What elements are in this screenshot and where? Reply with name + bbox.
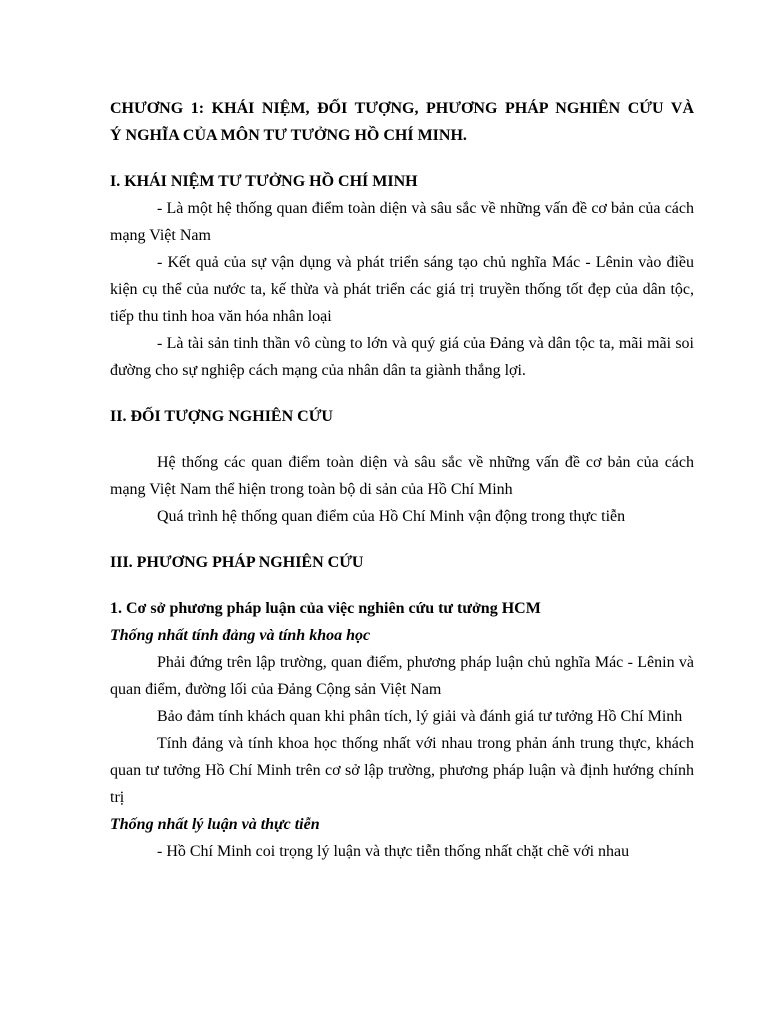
chapter-title [110,95,694,149]
section-1-paragraph: - Là một hệ thống quan điểm toàn diện và sâu sắc về những vấn đề cơ bản của cách mạng Việt Nam [110,200,694,244]
section-2-paragraph: Quá trình hệ thống quan điểm của Hồ Chí Minh vận động trong thực tiễn [157,508,626,525]
document-page [110,95,694,865]
subsection-1-heading: 1. Cơ sở phương pháp luận của việc nghiên cứu tư tưởng HCM [110,600,541,617]
chapter-title-line-2: Ý NGHĨA CỦA MÔN TƯ TƯỞNG HỒ CHÍ MINH. [110,127,467,144]
section-2-paragraph: Hệ thống các quan điểm toàn diện và sâu sắc về những vấn đề cơ bản của cách mạng Việt Nam thể hiện trong toàn bộ di sản của Hồ Chí Minh [110,454,694,498]
topic-2-paragraph: - Hồ Chí Minh coi trọng lý luận và thực tiễn thống nhất chặt chẽ với nhau [157,843,630,860]
section-1-heading: I. KHÁI NIỆM TƯ TƯỞNG HỒ CHÍ MINH [110,173,418,190]
topic-1-paragraph: Bảo đảm tính khách quan khi phân tích, lý giải và đánh giá tư tưởng Hồ Chí Minh [157,708,683,725]
topic-1-paragraph: Phải đứng trên lập trường, quan điểm, phương pháp luận chủ nghĩa Mác - Lênin và quan điểm, đường lối của Đảng Cộng sản Việt Nam [110,654,694,698]
chapter-title-line-1: CHƯƠNG 1: KHÁI NIỆM, ĐỐI TƯỢNG, PHƯƠNG PHÁP NGHIÊN CỨU VÀ [110,100,694,117]
section-2-heading: II. ĐỐI TƯỢNG NGHIÊN CỨU [110,408,333,425]
topic-2-heading: Thống nhất lý luận và thực tiễn [110,816,320,833]
section-3-heading: III. PHƯƠNG PHÁP NGHIÊN CỨU [110,554,364,571]
section-1-paragraph: - Kết quả của sự vận dụng và phát triển sáng tạo chủ nghĩa Mác - Lênin vào điều kiện cụ thể của nước ta, kế thừa và phát triển các giá trị truyền thống tốt đẹp của dân tộc, tiếp thu tinh hoa văn hóa nhân loại [110,254,694,325]
section-1-paragraph: - Là tài sản tinh thần vô cùng to lớn và quý giá của Đảng và dân tộc ta, mãi mãi soi đường cho sự nghiệp cách mạng của nhân dân ta giành thắng lợi. [110,335,694,379]
topic-1-heading: Thống nhất tính đảng và tính khoa học [110,627,371,644]
topic-1-paragraph: Tính đảng và tính khoa học thống nhất với nhau trong phản ánh trung thực, khách quan tư tưởng Hồ Chí Minh trên cơ sở lập trường, phương pháp luận và định hướng chính trị [110,735,694,806]
